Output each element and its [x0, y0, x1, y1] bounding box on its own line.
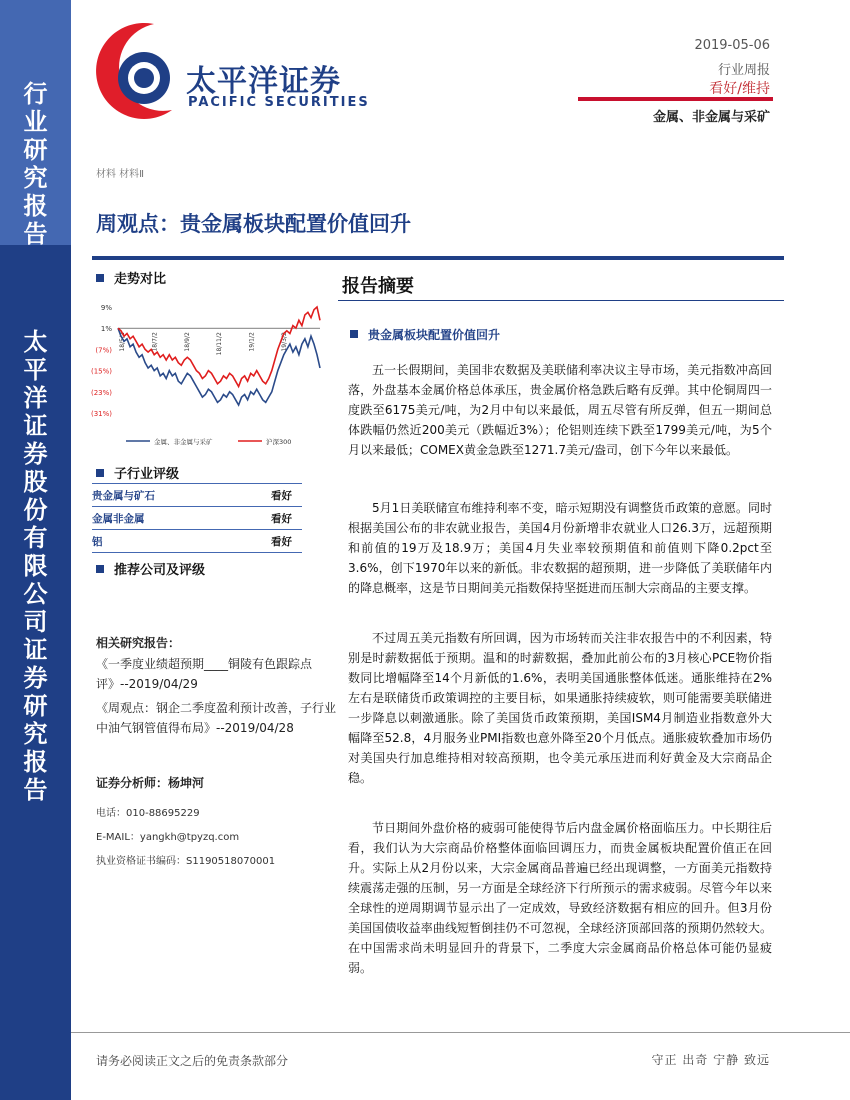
summary-paragraph: 节日期间外盘价格的疲弱可能使得节后内盘金属价格面临压力。中长期往后看，我们认为大宗商品价格整体面临回调压力，而贵金属板块配置价值正在回升。实际上从2月份以来，大宗金属商品普遍已经出现调整，一方面美元指数持续震荡走强的压制，另一方面是全球经济下行所预示的需求疲弱。尽管今年以来全球性的逆周期调节显示出了一定成效，导致经济数据有相应的回升。但3月份美国国债收益率曲线短暂倒挂仍不可忽视，全球经济顶部回落的预期仍然较大。在中国需求尚未明显回升的背景下，二季度大宗金属商品价格总体可能仍显疲弱。 [348, 821, 772, 975]
trend-heading: 走势对比 [96, 268, 166, 287]
sub-industry-rating: 看好 [233, 484, 302, 507]
sub-industry-name: 金属非金属 [92, 507, 233, 530]
section-bullet-icon [96, 565, 104, 573]
header-red-bar [578, 97, 773, 101]
y-tick-label: 1% [100, 325, 112, 334]
title-divider [92, 256, 784, 260]
summary-subheading: 贵金属板块配置价值回升 [350, 326, 500, 343]
analyst-name: 证券分析师：杨坤河 [96, 776, 205, 790]
sub-industry-name: 贵金属与矿石 [92, 484, 233, 507]
summary-paragraph: 5月1日美联储宣布维持利率不变，暗示短期没有调整货币政策的意愿。同时根据美国公布的非农就业报告，美国4月份新增非农就业人口26.3万，远超预期和前值的19万及18.9万；美国4月失业率较预期值和前值则下降0.2pct至3.6%，创下1970年以来的新低。非农数据的超预期，进一步降低了美联储年内的降息概率，这是节日期间美元指数保持坚挺进而压制大宗商品的主要支撑。 [348, 501, 772, 595]
footer-motto: 守正 出奇 宁静 致远 [651, 1053, 770, 1067]
footer-divider [71, 1032, 850, 1033]
analyst-cert: 执业资格证书编码：S1190518070001 [96, 856, 276, 867]
sub-industry-rating: 看好 [233, 530, 302, 553]
trend-chart [88, 295, 328, 455]
legend-label: 金属、非金属与采矿 [154, 438, 213, 446]
pacific-logo-icon [92, 18, 182, 126]
related-report-item: 《周观点：钢企二季度盈利预计改善，子行业中油气钢管值得布局》--2019/04/28 [96, 701, 337, 735]
page-title: 周观点：贵金属板块配置价值回升 [96, 211, 411, 236]
sub-industry-name: 铝 [92, 530, 233, 553]
section-bullet-icon [96, 469, 104, 477]
summary-divider [338, 300, 784, 301]
breadcrumb: 材料 材料Ⅱ [96, 169, 145, 180]
sub-rating-heading: 子行业评级 [96, 463, 179, 482]
analyst-email: E-MAIL：yangkh@tpyzq.com [96, 832, 240, 843]
legend-label: 沪深300 [266, 438, 292, 446]
sub-rating-row [92, 484, 302, 507]
x-tick-label: 18/9/2 [183, 332, 191, 352]
brand-name-cn: 太平洋证券 [186, 64, 341, 99]
sector-name: 金属、非金属与采矿 [652, 110, 770, 125]
x-tick-label: 19/1/2 [248, 332, 256, 352]
y-tick-label: (31%) [90, 410, 112, 418]
recommend-heading: 推荐公司及评级 [96, 559, 205, 578]
industry-rating: 看好/维持 [709, 81, 770, 97]
analyst-phone: 电话：010-88695229 [96, 808, 200, 819]
section-bullet-icon [350, 330, 358, 338]
y-tick-label: (15%) [90, 367, 112, 376]
brand-name-en: PACIFIC SECURITIES [188, 95, 370, 110]
sub-rating-table [92, 483, 302, 553]
summary-paragraph: 不过周五美元指数有所回调，因为市场转而关注非农报告中的不利因素，特别是时薪数据低于预期。温和的时薪数据，叠加此前公布的3月核心PCE物价指数同比增幅降至14个月新低的1.6%，表明美国通胀整体低迷。通胀维持在2%左右是联储货币政策调控的主要目标，如果通胀持续疲软，则可能需要美联储进一步降息以刺激通胀。除了美国货币政策预期，美国ISM4月制造业指数意外大幅降至52.8，4月服务业PMI指数也意外降至20个月低点。通胀疲软叠加市场仍对美国央行加息维持相对较高预期，也令美元承压进而利好黄金及大宗商品企稳。 [348, 631, 772, 785]
report-date: 2019-05-06 [694, 38, 770, 53]
y-tick-label: (7%) [95, 346, 112, 355]
report-type: 行业周报 [717, 63, 770, 78]
sub-industry-rating: 看好 [233, 507, 302, 530]
x-tick-label: 18/5/2 [119, 332, 126, 352]
summary-paragraph: 五一长假期间，美国非农数据及美联储利率决议主导市场，美元指数冲高回落，外盘基本金属价格总体承压，贵金属价格急跌后略有反弹。其中伦铜周四一度跌至6175美元/吨，为2月中旬以来最低，周五尽管有所反弹，但五一期间总体跌幅仍然近200美元（跌幅近3%）；伦铝则连续下跌至1799美元/吨，为5个月以来最低；COMEX黄金急跌至1271.7美元/盎司，创下今年以来最低。 [348, 363, 772, 457]
y-tick-label: (23%) [90, 388, 112, 397]
x-tick-label: 19/3/2 [281, 332, 288, 352]
footer-disclaimer: 请务必阅读正文之后的免责条款部分 [96, 1054, 289, 1068]
y-tick-label: 9% [100, 304, 112, 312]
related-report-item: 《一季度业绩超预期____铜陵有色跟踪点评》--2019/04/29 [96, 657, 313, 691]
x-tick-label: 18/7/2 [151, 332, 159, 352]
related-reports-heading: 相关研究报告： [96, 636, 181, 650]
summary-heading: 报告摘要 [342, 276, 414, 297]
sidebar-report-label: 行 业 研 究 报 告 [23, 79, 48, 248]
sub-rating-row [92, 530, 302, 553]
sub-rating-row [92, 507, 302, 530]
sidebar-company-name: 太 平 洋 证 券 股 份 有 限 公 司 证 券 研 究 报 告 [23, 327, 48, 804]
section-bullet-icon [96, 274, 104, 282]
x-tick-label: 18/11/2 [216, 332, 224, 356]
